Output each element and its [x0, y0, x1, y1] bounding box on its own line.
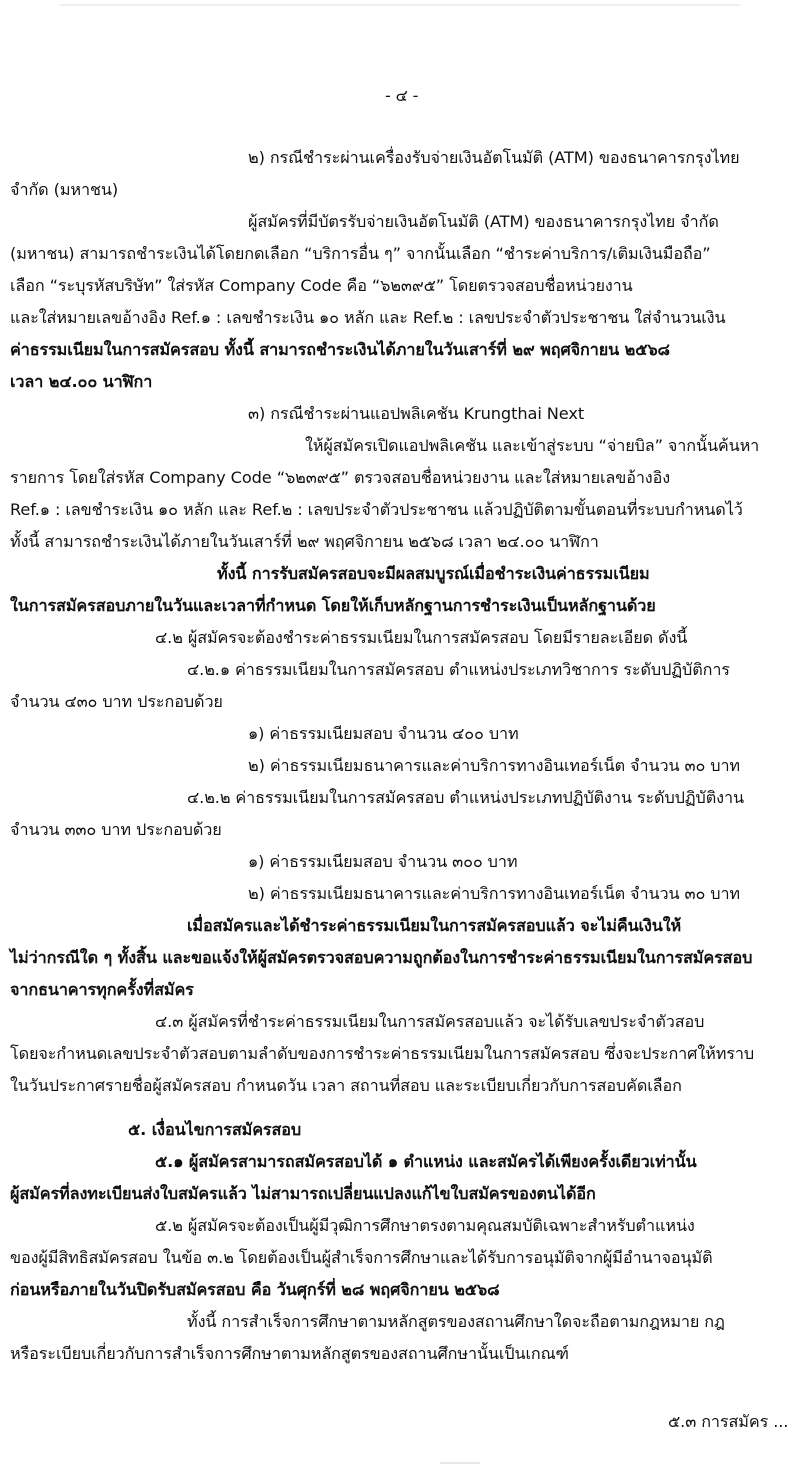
text-line: ก่อนหรือภายในวันปิดรับสมัครสอบ คือ วันศุกร์ที่ ๒๘ พฤศจิกายน ๒๕๖๘ — [10, 1280, 500, 1299]
scan-artifact — [60, 4, 740, 6]
text-line: ๕.๒ ผู้สมัครจะต้องเป็นผู้มีวุฒิการศึกษาตรงตามคุณสมบัติเฉพาะสำหรับตำแหน่ง — [155, 1216, 695, 1235]
text-line: ๓) กรณีชำระผ่านแอปพลิเคชัน Krungthai Next — [248, 404, 585, 423]
text-line: (มหาชน) สามารถชำระเงินได้โดยกดเลือก “บริการอื่น ๆ” จากนั้นเลือก “ชำระค่าบริการ/เติมเงินมือถือ” — [10, 244, 711, 263]
text-line: ๑) ค่าธรรมเนียมสอบ จำนวน ๔๐๐ บาท — [248, 724, 519, 743]
text-line: ในวันประกาศรายชื่อผู้สมัครสอบ กำหนดวัน เวลา สถานที่สอบ และระเบียบเกี่ยวกับการสอบคัดเลือก — [10, 1076, 682, 1095]
text-line: ๕.๑ ผู้สมัครสามารถสมัครสอบได้ ๑ ตำแหน่ง และสมัครได้เพียงครั้งเดียวเท่านั้น — [155, 1152, 697, 1171]
text-line: จำนวน ๓๓๐ บาท ประกอบด้วย — [10, 820, 222, 839]
section-heading: ๕. เงื่อนไขการสมัครสอบ — [128, 1120, 302, 1139]
text-line: ๑) ค่าธรรมเนียมสอบ จำนวน ๓๐๐ บาท — [248, 852, 518, 871]
text-line: ผู้สมัครที่มีบัตรรับจ่ายเงินอัตโนมัติ (ATM) ของธนาคารกรุงไทย จำกัด — [248, 212, 719, 231]
text-line: ๔.๒.๑ ค่าธรรมเนียมในการสมัครสอบ ตำแหน่งประเภทวิชาการ ระดับปฏิบัติการ — [187, 660, 730, 679]
text-line: ทั้งนี้ การสำเร็จการศึกษาตามหลักสูตรของสถานศึกษาใดจะถือตามกฎหมาย กฎ — [187, 1312, 725, 1331]
text-line: ให้ผู้สมัครเปิดแอปพลิเคชัน และเข้าสู่ระบบ “จ่ายบิล” จากนั้นค้นหา — [305, 436, 760, 455]
text-line: โดยจะกำหนดเลขประจำตัวสอบตามลำดับของการชำระค่าธรรมเนียมในการสมัครสอบ ซึ่งจะประกาศให้ทราบ — [10, 1044, 755, 1063]
text-line: เวลา ๒๔.๐๐ นาฬิกา — [10, 372, 153, 391]
text-line: ๒) ค่าธรรมเนียมธนาคารและค่าบริการทางอินเทอร์เน็ต จำนวน ๓๐ บาท — [248, 756, 741, 775]
text-line: ๔.๒ ผู้สมัครจะต้องชำระค่าธรรมเนียมในการสมัครสอบ โดยมีรายละเอียด ดังนี้ — [155, 628, 688, 647]
text-line: ๔.๒.๒ ค่าธรรมเนียมในการสมัครสอบ ตำแหน่งประเภทปฏิบัติงาน ระดับปฏิบัติงาน — [187, 788, 744, 807]
scan-artifact — [440, 1462, 480, 1464]
text-line: และใส่หมายเลขอ้างอิง Ref.๑ : เลขชำระเงิน ๑๐ หลัก และ Ref.๒ : เลขประจำตัวประชาชน ใส่จำนวนเงิน — [10, 308, 726, 327]
text-line: ในการสมัครสอบภายในวันและเวลาที่กำหนด โดยให้เก็บหลักฐานการชำระเงินเป็นหลักฐานด้วย — [10, 596, 656, 615]
page-number: - ๔ - — [385, 86, 419, 105]
text-line: ทั้งนี้ สามารถชำระเงินได้ภายในวันเสาร์ที่ ๒๙ พฤศจิกายน ๒๕๖๘ เวลา ๒๔.๐๐ นาฬิกา — [10, 532, 599, 551]
text-line: หรือระเบียบเกี่ยวกับการสำเร็จการศึกษาตามหลักสูตรของสถานศึกษานั้นเป็นเกณฑ์ — [10, 1344, 569, 1363]
text-line: ผู้สมัครที่ลงทะเบียนส่งใบสมัครแล้ว ไม่สามารถเปลี่ยนแปลงแก้ไขใบสมัครของตนได้อีก — [10, 1184, 596, 1203]
text-line: Ref.๑ : เลขชำระเงิน ๑๐ หลัก และ Ref.๒ : เลขประจำตัวประชาชน แล้วปฏิบัติตามขั้นตอนที่ระบบกำหนดไว้ — [10, 500, 743, 519]
text-line: จำกัด (มหาชน) — [10, 180, 119, 199]
text-line: ค่าธรรมเนียมในการสมัครสอบ ทั้งนี้ สามารถชำระเงินได้ภายในวันเสาร์ที่ ๒๙ พฤศจิกายน ๒๕๖๘ — [10, 340, 670, 359]
text-line: เมื่อสมัครและได้ชำระค่าธรรมเนียมในการสมัครสอบแล้ว จะไม่คืนเงินให้ — [187, 916, 682, 935]
text-line: จากธนาคารทุกครั้งที่สมัคร — [10, 980, 194, 999]
text-line: ๒) ค่าธรรมเนียมธนาคารและค่าบริการทางอินเทอร์เน็ต จำนวน ๓๐ บาท — [248, 884, 741, 903]
text-line: จำนวน ๔๓๐ บาท ประกอบด้วย — [10, 692, 223, 711]
text-line: ๒) กรณีชำระผ่านเครื่องรับจ่ายเงินอัตโนมัติ (ATM) ของธนาคารกรุงไทย — [248, 148, 740, 167]
text-line: ๔.๓ ผู้สมัครที่ชำระค่าธรรมเนียมในการสมัครสอบแล้ว จะได้รับเลขประจำตัวสอบ — [155, 1012, 705, 1031]
text-line: ไม่ว่ากรณีใด ๆ ทั้งสิ้น และขอแจ้งให้ผู้สมัครตรวจสอบความถูกต้องในการชำระค่าธรรมเนียมในการสมัครสอบ — [10, 948, 753, 967]
text-line: ทั้งนี้ การรับสมัครสอบจะมีผลสมบูรณ์เมื่อชำระเงินค่าธรรมเนียม — [217, 564, 650, 583]
text-line: เลือก “ระบุรหัสบริษัท” ใส่รหัส Company Code คือ “๖๒๓๙๕” โดยตรวจสอบชื่อหน่วยงาน — [10, 276, 633, 295]
text-line: รายการ โดยใส่รหัส Company Code “๖๒๓๙๕” ตรวจสอบชื่อหน่วยงาน และใส่หมายเลขอ้างอิง — [10, 468, 671, 487]
text-line: ของผู้มีสิทธิสมัครสอบ ในข้อ ๓.๒ โดยต้องเป็นผู้สำเร็จการศึกษาและได้รับการอนุมัติจากผู้มีอำนาจอนุมัติ — [10, 1248, 713, 1267]
continuation-note: ๕.๓ การสมัคร ... — [668, 1412, 789, 1431]
